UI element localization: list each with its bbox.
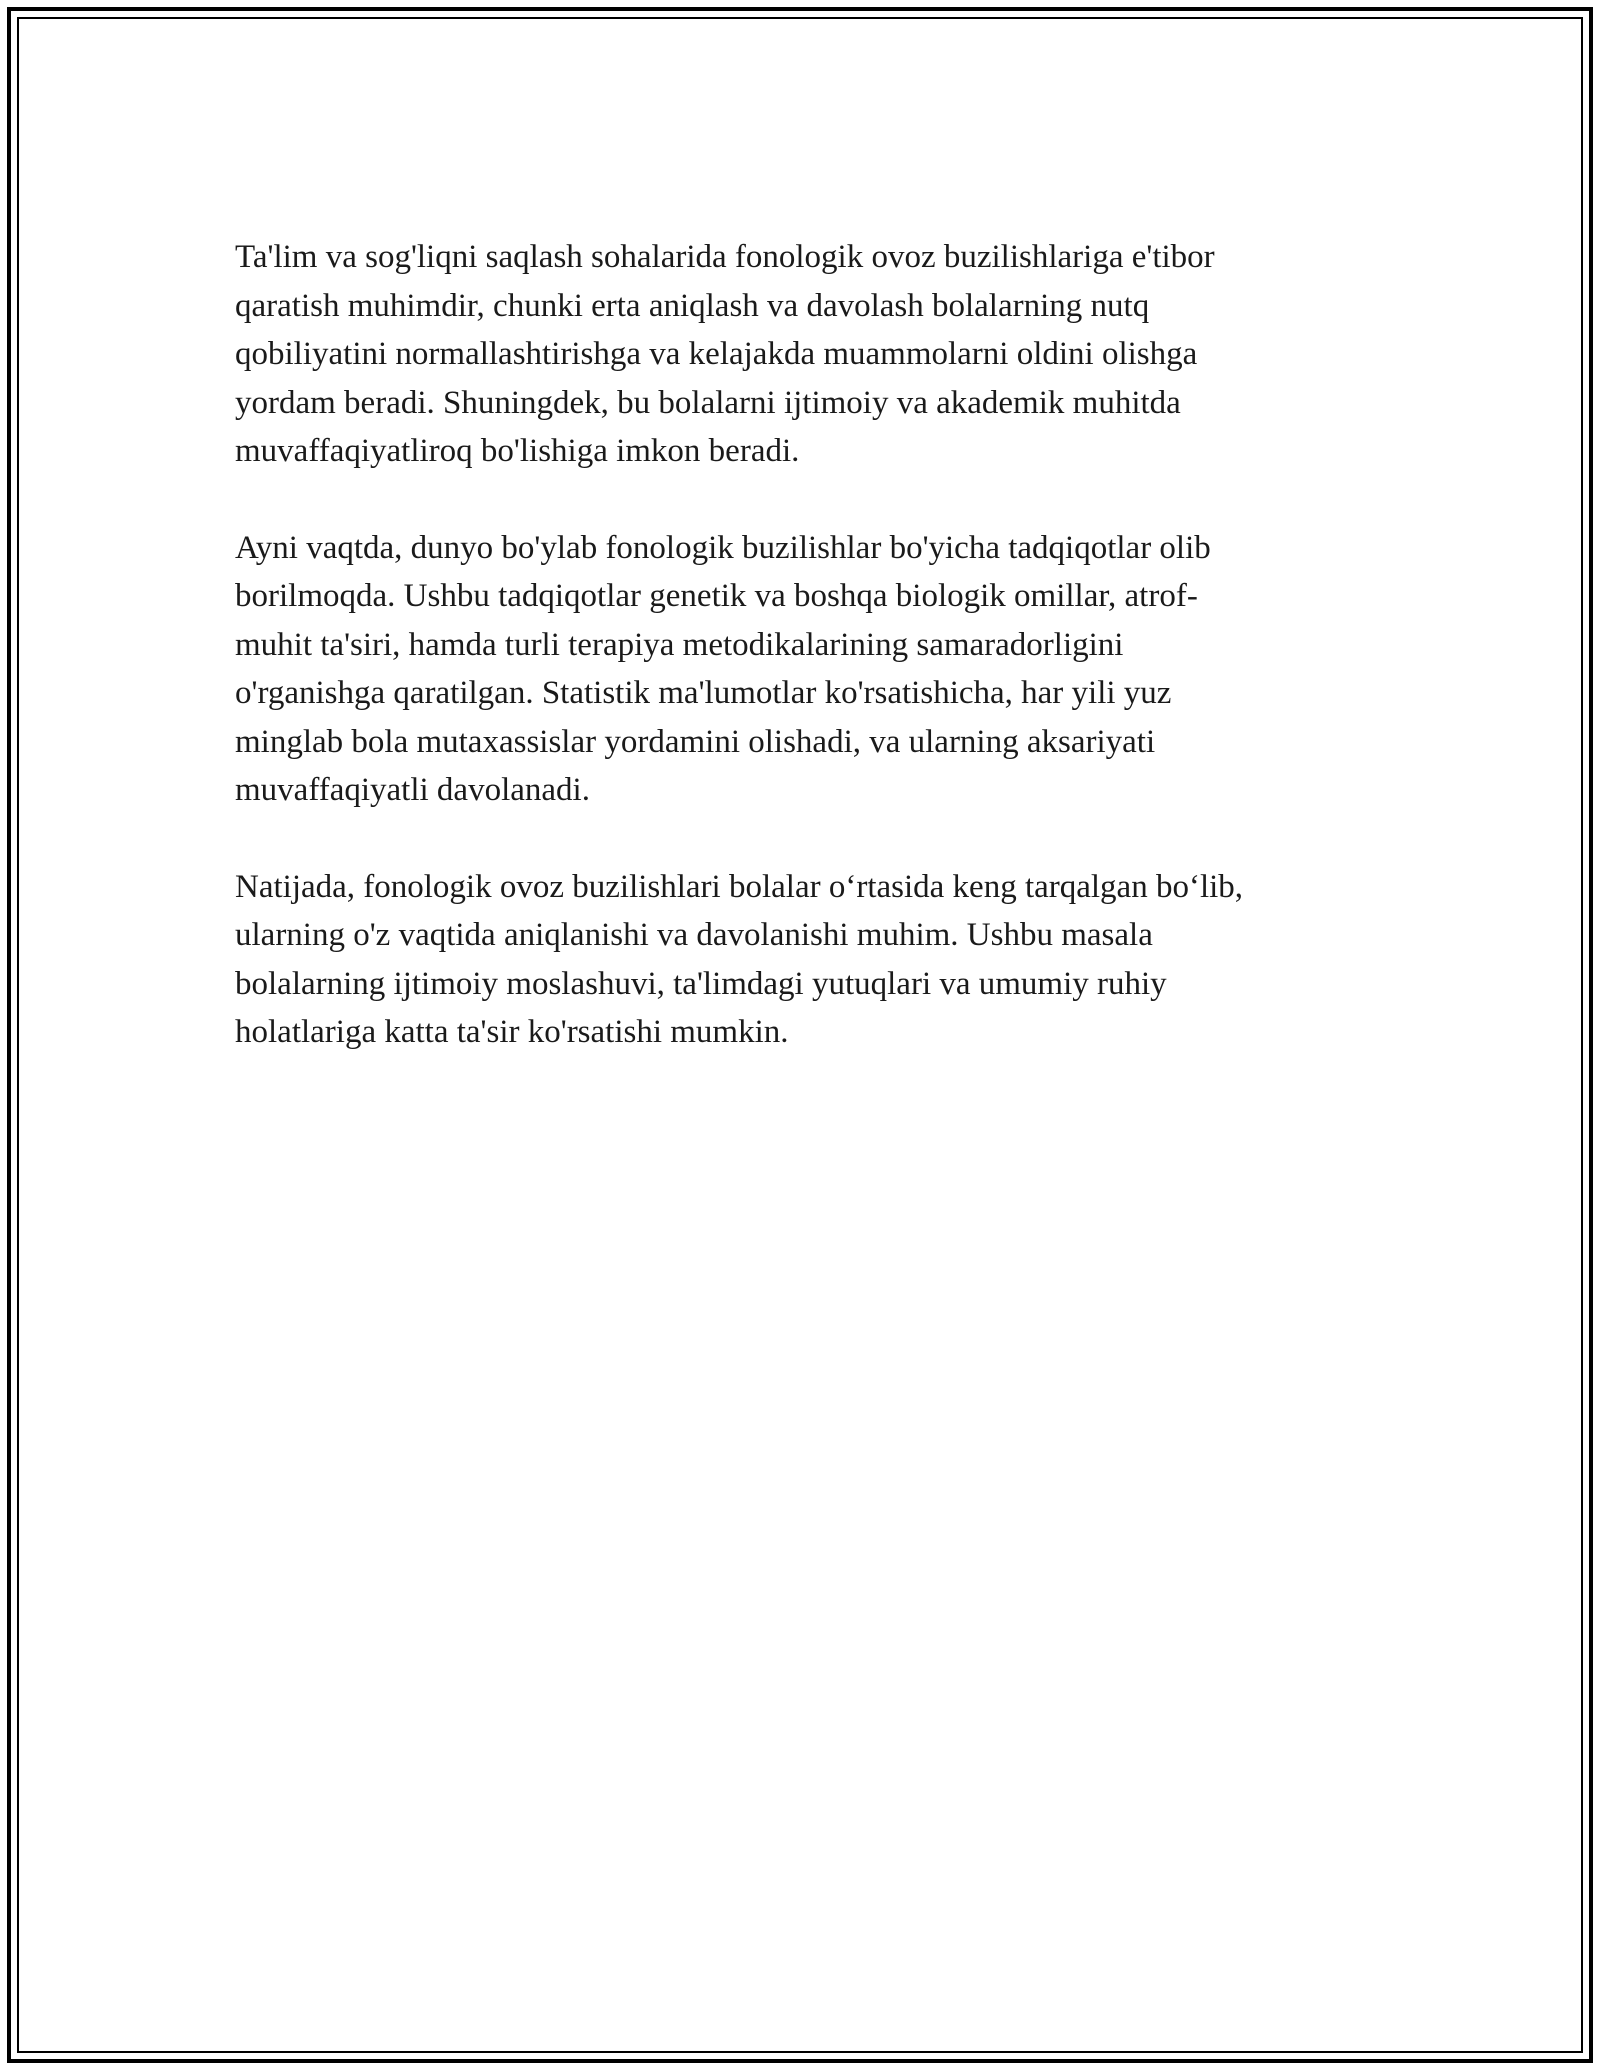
- paragraph-line: bolalarning ijtimoiy moslashuvi, ta'limdagi yutuqlari va umumiy ruhiy: [235, 965, 1167, 1002]
- paragraph-1: [235, 233, 1365, 476]
- paragraph-line: Ayni vaqtda, dunyo bo'ylab fonologik buzilishlar bo'yicha tadqiqotlar olib: [235, 529, 1211, 566]
- paragraph-line: borilmoqda. Ushbu tadqiqotlar genetik va boshqa biologik omillar, atrof-: [235, 578, 1198, 614]
- paragraph-line: Ta'lim va sog'liqni saqlash sohalarida fonologik ovoz buzilishlariga e'tibor: [235, 239, 1215, 275]
- paragraph-line: o'rganishga qaratilgan. Statistik ma'lumotlar ko'rsatishicha, har yili yuz: [235, 675, 1172, 711]
- paragraph-line: holatlariga katta ta'sir ko'rsatishi mumkin.: [235, 1014, 789, 1050]
- paragraph-line: muvaffaqiyatliroq bo'lishiga imkon beradi.: [235, 433, 800, 469]
- paragraph-2: [235, 524, 1365, 815]
- document-body: [235, 233, 1365, 1105]
- paragraph-line: minglab bola mutaxassislar yordamini olishadi, va ularning aksariyati: [235, 723, 1156, 760]
- paragraph-line: Natijada, fonologik ovoz buzilishlari bolalar o‘rtasida keng tarqalgan bo‘lib,: [235, 868, 1244, 905]
- paragraph-line: ularning o'z vaqtida aniqlanishi va davolanishi muhim. Ushbu masala: [235, 917, 1153, 953]
- paragraph-line: muvaffaqiyatli davolanadi.: [235, 772, 590, 808]
- paragraph-line: qaratish muhimdir, chunki erta aniqlash va davolash bolalarning nutq: [235, 287, 1150, 324]
- paragraph-3: [235, 863, 1365, 1057]
- paragraph-line: qobiliyatini normallashtirishga va kelajakda muammolarni oldini olishga: [235, 336, 1198, 372]
- paragraph-line: yordam beradi. Shuningdek, bu bolalarni ijtimoiy va akademik muhitda: [235, 384, 1181, 421]
- paragraph-line: muhit ta'siri, hamda turli terapiya metodikalarining samaradorligini: [235, 626, 1124, 663]
